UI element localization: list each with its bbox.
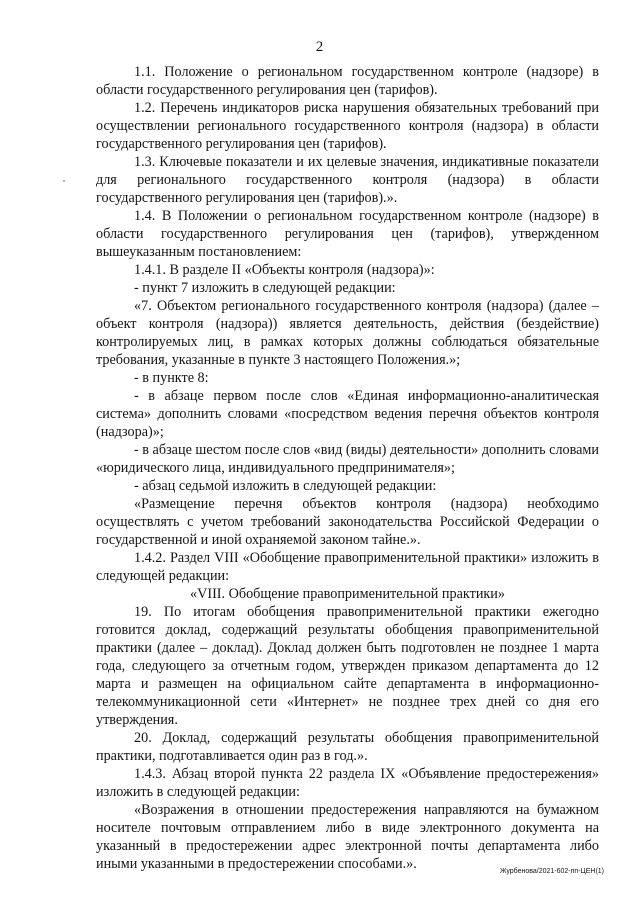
paragraph-1-4: 1.4. В Положении о региональном государственном контроле (надзоре) в области государственного регулирования цен (тарифов), утвержденном вышеуказанным постановлением: (96, 208, 599, 260)
quote-abzac-7: «Размещение перечня объектов контроля (надзора) необходимо осуществлять с учетом требований законодательства Российской Федерации о государственной и иной охраняемой законом тайне.». (96, 496, 599, 548)
list-item-point-7: - пункт 7 изложить в следующей редакции: (134, 280, 396, 296)
list-item-point-8: - в пункте 8: (134, 370, 209, 386)
paragraph-1-3: 1.3. Ключевые показатели и их целевые значения, индикативные показатели для регионального государственного контроля (надзора) в области государственного регулирования цен (тарифов).». (96, 154, 599, 206)
document-body (96, 63, 599, 873)
section-heading-viii: «VIII. Обобщение правоприменительной практики» (190, 586, 505, 602)
paragraph-1-4-3: 1.4.3. Абзац второй пункта 22 раздела IX «Объявление предостережения» изложить в следующей редакции: (96, 766, 599, 800)
document-id-footer: Журбенова/2021-602-пп-ЦЕН(1) (499, 868, 604, 875)
list-item-abzac-6: - в абзаце шестом после слов «вид (виды) деятельности» дополнить словами «юридического лица, индивидуального предпринимателя»; (96, 442, 599, 476)
paragraph-1-4-2: 1.4.2. Раздел VIII «Обобщение правоприменительной практики» изложить в следующей редакции: (96, 550, 599, 584)
quote-objections: «Возражения в отношении предостережения направляются на бумажном носителе почтовым отправлением либо в виде электронного документа на указанный в предостережении адрес электронной почты департамента либо иными указанными в предостережении способами.». (96, 802, 599, 872)
paragraph-20: 20. Доклад, содержащий результаты обобщения правоприменительной практики, подготавливается один раз в год.». (96, 730, 599, 764)
paragraph-1-4-1: 1.4.1. В разделе II «Объекты контроля (надзора)»: (134, 262, 435, 278)
page-number: 2 (315, 39, 324, 55)
list-item-abzac-7: - абзац седьмой изложить в следующей редакции: (134, 478, 437, 494)
paragraph-19: 19. По итогам обобщения правоприменительной практики ежегодно готовится доклад, содержащий результаты обобщения правоприменительной практики (далее – доклад). Доклад должен быть подготовлен не позднее 1 марта года, следующего за отчетным годом, утвержден приказом департамента до 12 марта и размещен на официальном сайте департамента в информационно-телекоммуникационной сети «Интернет» не позднее трех дней со дня его утверждения. (96, 604, 599, 728)
paragraph-1-2: 1.2. Перечень индикаторов риска нарушения обязательных требований при осуществлении регионального государственного контроля (надзора) в области государственного регулирования цен (тарифов). (96, 100, 599, 152)
list-item-abzac-1: - в абзаце первом после слов «Единая информационно-аналитическая система» дополнить словами «посредством ведения перечня объектов контроля (надзора)»; (96, 388, 599, 440)
quote-point-7: «7. Объектом регионального государственного контроля (надзора) (далее – объект контроля (надзора)) является деятельность, действия (бездействие) контролируемых лиц, в рамках которых должны соблюдаться обязательные требования, указанные в пункте 3 настоящего Положения.»; (96, 298, 599, 368)
margin-mark (63, 180, 65, 182)
paragraph-1-1: 1.1. Положение о региональном государственном контроле (надзоре) в области государственного регулирования цен (тарифов). (96, 64, 599, 98)
